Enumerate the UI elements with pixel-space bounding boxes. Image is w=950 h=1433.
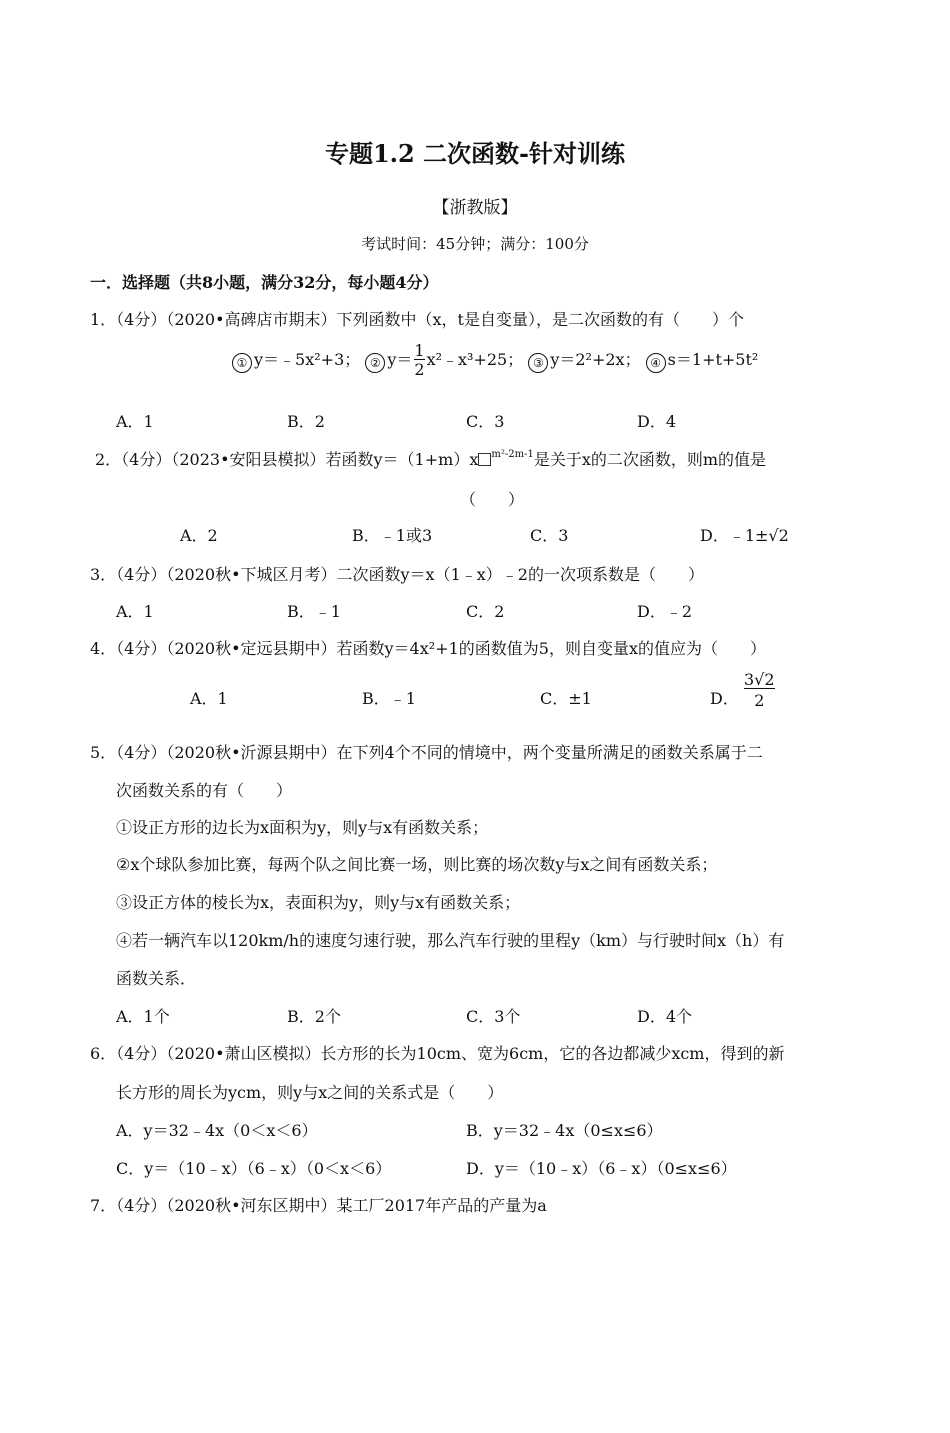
circle-number: ④ xyxy=(646,353,666,373)
exponent: m²-2m-1 xyxy=(491,449,534,460)
sqrt-expression: √2 xyxy=(768,526,789,545)
q2-option-b: B．﹣1或3 xyxy=(352,526,433,545)
circle-number: ② xyxy=(365,353,385,373)
page-title: 专题1.2 二次函数-针对训练 xyxy=(324,139,626,168)
edition-label: 【浙教版】 xyxy=(432,198,518,218)
q3-option-b: B．﹣1 xyxy=(287,602,341,621)
q4-option-d: D． xyxy=(710,689,739,708)
fraction-denominator: 2 xyxy=(744,688,775,709)
q4-option-c: C．±1 xyxy=(540,689,592,708)
q2-option-d xyxy=(700,523,789,546)
q4-option-d-fraction xyxy=(742,672,777,709)
fraction-numerator: 3√2 xyxy=(744,670,775,689)
fraction-denominator: 2 xyxy=(414,360,425,379)
section-heading: 一．选择题（共8小题，满分32分，每小题4分） xyxy=(90,273,439,292)
q4-option-b: B．﹣1 xyxy=(362,689,416,708)
question-6-line-2: 长方形的周长为ycm，则y与x之间的关系式是（ ） xyxy=(116,1083,504,1102)
q1-option-c: C．3 xyxy=(466,412,505,431)
q6-option-a: A．y＝32﹣4x（0＜x＜6） xyxy=(116,1121,318,1140)
fraction-numerator: 1 xyxy=(414,341,425,360)
q1-option-d: D．4 xyxy=(637,412,677,431)
placeholder-box xyxy=(478,453,491,466)
question-1-text: 1．（4分）（2020•高碑店市期末）下列函数中（x，t是自变量），是二次函数的有（ ）个 xyxy=(90,310,744,329)
q5-option-a: A．1个 xyxy=(116,1007,170,1026)
question-2-part-a: 2．（4分）（2023•安阳县模拟）若函数y＝（1+m）x xyxy=(95,450,479,469)
question-3-text: 3．（4分）（2020秋•下城区月考）二次函数y＝x（1﹣x）﹣2的一次项系数是（ ） xyxy=(90,565,704,584)
q5-option-c: C．3个 xyxy=(466,1007,521,1026)
question-7-text: 7．（4分）（2020秋•河东区期中）某工厂2017年产品的产量为a xyxy=(90,1196,547,1215)
q5-option-b: B．2个 xyxy=(287,1007,341,1026)
question-1-formulas xyxy=(232,343,758,378)
question-4-text: 4．（4分）（2020秋•定远县期中）若函数y＝4x²+1的函数值为5，则自变量x的值应为（ ） xyxy=(90,639,766,658)
formula-2-rhs: x²﹣x³+25； xyxy=(426,350,524,369)
question-5-item-3: ③设正方体的棱长为x，表面积为y，则y与x有函数关系； xyxy=(116,893,521,912)
q2-option-a: A．2 xyxy=(180,526,218,545)
q6-option-c: C．y＝（10﹣x）（6﹣x）（0＜x＜6） xyxy=(116,1159,392,1178)
q4-option-a: A．1 xyxy=(190,689,228,708)
circle-number: ③ xyxy=(528,353,548,373)
formula-4: s＝1+t+5t² xyxy=(667,350,759,369)
fraction-half xyxy=(414,343,424,378)
q6-option-d: D．y＝（10﹣x）（6﹣x）（0≤x≤6） xyxy=(466,1159,737,1178)
question-5-item-4: ④若一辆汽车以120km/h的速度匀速行驶，那么汽车行驶的里程y（km）与行驶时间x（h）有 xyxy=(116,931,785,950)
question-5-item-4-cont: 函数关系． xyxy=(116,969,197,988)
q2-option-c: C．3 xyxy=(530,526,569,545)
exam-info: 考试时间：45分钟；满分：100分 xyxy=(361,235,589,253)
formula-1: y＝﹣5x²+3； xyxy=(254,350,361,369)
formula-3: y＝2²+2x； xyxy=(550,350,641,369)
q1-option-b: B．2 xyxy=(287,412,325,431)
question-6-line-1: 6．（4分）（2020•萧山区模拟）长方形的长为10cm、宽为6cm，它的各边都减少xcm，得到的新 xyxy=(90,1044,785,1063)
formula-2-lhs: y＝ xyxy=(387,350,413,369)
q6-option-b: B．y＝32﹣4x（0≤x≤6） xyxy=(466,1121,663,1140)
question-2-part-b: 是关于x的二次函数，则m的值是 xyxy=(533,450,767,469)
question-5-item-2: ②x个球队参加比赛，每两个队之间比赛一场，则比赛的场次数y与x之间有函数关系； xyxy=(116,855,718,874)
q3-option-d: D．﹣2 xyxy=(637,602,693,621)
q3-option-a: A．1 xyxy=(116,602,154,621)
question-5-line-1: 5．（4分）（2020秋•沂源县期中）在下列4个不同的情境中，两个变量所满足的函数关系属于二 xyxy=(90,743,763,762)
q1-option-a: A．1 xyxy=(116,412,154,431)
fraction xyxy=(744,672,775,709)
q5-option-d: D．4个 xyxy=(637,1007,693,1026)
question-2-paren: （ ） xyxy=(460,490,525,509)
q3-option-c: C．2 xyxy=(466,602,505,621)
circle-number: ① xyxy=(232,353,252,373)
question-2-text xyxy=(95,447,766,470)
question-5-line-2: 次函数关系的有（ ） xyxy=(116,781,293,800)
q2-option-d-text: D．﹣1± xyxy=(700,526,769,545)
question-5-item-1: ①设正方形的边长为x面积为y，则y与x有函数关系； xyxy=(116,818,489,837)
